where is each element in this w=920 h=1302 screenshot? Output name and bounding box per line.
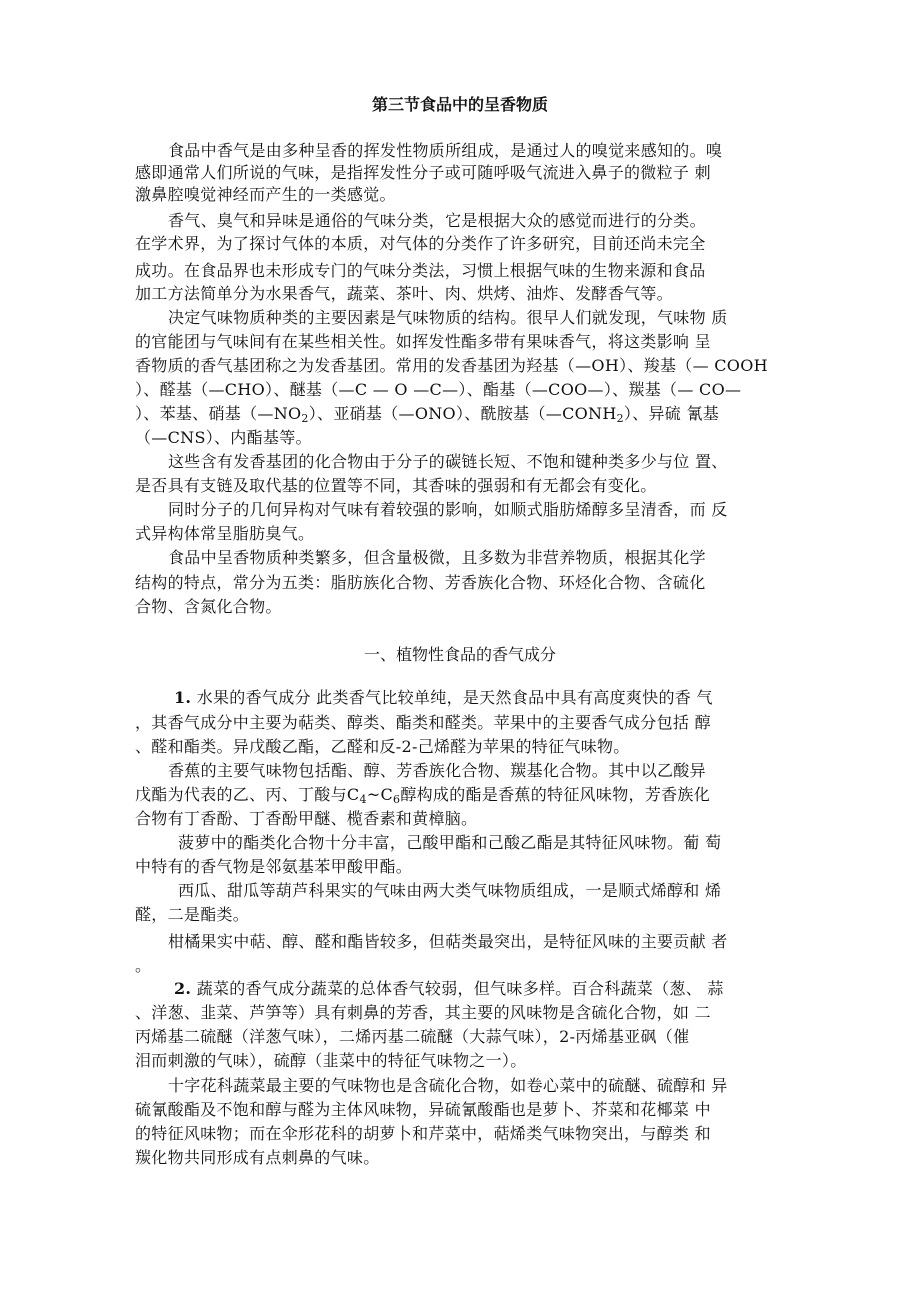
text-line: 合物有丁香酚、丁香酚甲醚、榄香素和黄樟脑。 <box>135 809 478 828</box>
text-line: 结构的特点，常分为五类：脂肪族化合物、芳香族化合物、环烃化合物、含硫化 <box>135 573 706 592</box>
text-line: 、醛和酯类。异戊酸乙酯，乙醛和反-2-己烯醛为苹果的特征气味物。 <box>135 737 630 756</box>
text-line: 的特征风味物；而在伞形花科的胡萝卜和芹菜中，萜烯类气味物突出，与醇类 和 <box>135 1124 711 1143</box>
text-line: 的官能团与气味间有在某些相关性。如挥发性酯多带有果味香气，将这类影响 呈 <box>135 332 711 351</box>
subscript: 4 <box>359 793 367 806</box>
text-line: （—CNS）、内酯基等。 <box>135 428 312 447</box>
text-line: 在学术界，为了探讨气体的本质，对气体的分类作了许多研究，目前还尚未完全 <box>135 234 706 253</box>
text-line: ）、醛基（—CHO）、醚基（—C — O —C—）、酯基（—COO—）、羰基（— CO— <box>135 380 742 399</box>
text-line: 丙烯基二硫醚（洋葱气味），二烯丙基二硫醚（大蒜气味），2-丙烯基亚砜（催 <box>135 1027 690 1046</box>
text-line: 食品中香气是由多种呈香的挥发性物质所组成，是通过人的嗅觉来感知的。嗅 <box>168 141 723 160</box>
text-line: 食品中呈香物质种类繁多，但含量极微，且多数为非营养物质，根据其化学 <box>168 548 706 567</box>
text-line: 醛，二是酯类。 <box>135 905 250 924</box>
subscript: 2 <box>301 412 309 425</box>
text-line <box>174 978 801 1000</box>
text-line: 香气、臭气和异味是通俗的气味分类，它是根据大众的感觉而进行的分类。 <box>168 211 706 230</box>
text-line: 、洋葱、韭菜、芦笋等）具有刺鼻的芳香，其主要的风味物是含硫化合物，如 二 <box>135 1003 711 1022</box>
text-line: 合物、含氮化合物。 <box>135 597 282 616</box>
text-line <box>135 784 801 806</box>
text-line: 菠萝中的酯类化合物十分丰富，己酸甲酯和己酸乙酯是其特征风味物。葡 萄 <box>178 833 722 852</box>
text-segment: ~C <box>366 785 394 804</box>
item-number: 1. <box>174 688 192 707</box>
text-line: 是否具有支链及取代基的位置等不同，其香味的强弱和有无都会有变化。 <box>135 476 657 495</box>
text-line: 这些含有发香基团的化合物由于分子的碳链长短、不饱和键种类多少与位 置、 <box>168 452 728 471</box>
page-title: 第三节食品中的呈香物质 <box>371 95 548 114</box>
text-line: 柑橘果实中萜、醇、醛和酯皆较多，但萜类最突出，是特征风味的主要贡献 者 <box>168 932 728 951</box>
text-line: 西瓜、甜瓜等葫芦科果实的气味由两大类气味物质组成，一是顺式烯醇和 烯 <box>178 881 722 900</box>
text-line <box>135 403 801 425</box>
text-line: 。 <box>135 956 152 975</box>
section-heading: 一、植物性食品的香气成分 <box>363 645 556 664</box>
text-segment: 水果的香气成分 此类香气比较单纯，是天然食品中具有高度爽快的香 气 <box>191 688 713 707</box>
text-segment: 戊酯为代表的乙、丙、丁酸与C <box>135 785 360 804</box>
text-line: 决定气味物质种类的主要因素是气味物质的结构。很早人们就发现，气味物 质 <box>168 308 728 327</box>
text-line: ，其香气成分中主要为萜类、醇类、酯类和醛类。苹果中的主要香气成分包括 醇 <box>135 713 711 732</box>
text-line: 泪而刺激的气味），硫醇（韭菜中的特征气味物之一）。 <box>135 1051 527 1070</box>
text-line: 激鼻腔嗅觉神经而产生的一类感觉。 <box>135 185 396 204</box>
text-segment: ）、异硫 氰基 <box>623 404 720 423</box>
text-line: 十字花科蔬菜最主要的气味物也是含硫化合物，如卷心菜中的硫醚、硫醇和 异 <box>168 1076 728 1095</box>
text-line: 感即通常人们所说的气味，是指挥发性分子或可随呼吸气流进入鼻子的微粒子 刺 <box>135 163 711 182</box>
text-line <box>174 687 801 709</box>
item-number: 2. <box>174 979 192 998</box>
text-line: 香物质的香气基团称之为发香基团。常用的发香基团为羟基（—OH）、羧基（— COOH <box>135 356 768 375</box>
subscript: 2 <box>616 412 624 425</box>
text-line: 同时分子的几何异构对气味有着较强的影响，如顺式脂肪烯醇多呈清香，而 反 <box>168 500 728 519</box>
text-line: 加工方法简单分为水果香气，蔬菜、茶叶、肉、烘烤、油炸、发酵香气等。 <box>135 284 673 303</box>
subscript: 6 <box>393 793 401 806</box>
text-segment: 醇构成的酯是香蕉的特征风味物，芳香族化 <box>400 785 711 804</box>
text-line: 羰化物共同形成有点刺鼻的气味。 <box>135 1148 380 1167</box>
text-line: 硫氰酸酯及不饱和醇与醛为主体风味物，异硫氰酸酯也是萝卜、芥菜和花椰菜 中 <box>135 1100 711 1119</box>
text-line: 中特有的香气物是邻氨基苯甲酸甲酯。 <box>135 857 413 876</box>
text-line: 香蕉的主要气味物包括酯、醇、芳香族化合物、羰基化合物。其中以乙酸异 <box>168 761 706 780</box>
text-line: 式异构体常呈脂肪臭气。 <box>135 524 315 543</box>
text-line: 成功。在食品界也未形成专门的气味分类法，习惯上根据气味的生物来源和食品 <box>135 261 706 280</box>
text-segment: 蔬菜的香气成分蔬菜的总体香气较弱，但气味多样。百合科蔬菜（葱、 蒜 <box>191 979 724 998</box>
text-segment: ）、苯基、硝基（—NO <box>135 404 302 423</box>
text-segment: ）、亚硝基（—ONO）、酰胺基（—CONH <box>308 404 617 423</box>
